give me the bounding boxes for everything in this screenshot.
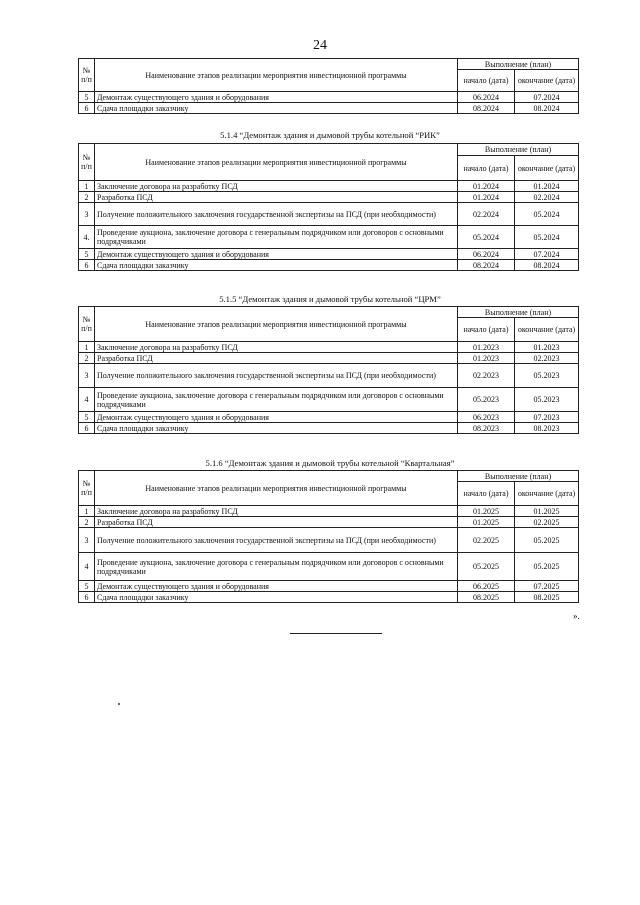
row-stage: Сдача площадки заказчику — [95, 592, 458, 603]
row-no: 5 — [79, 249, 95, 260]
row-end: 01.2024 — [515, 181, 579, 192]
header-start: начало (дата) — [458, 318, 515, 342]
row-end: 07.2024 — [515, 249, 579, 260]
row-start: 05.2023 — [458, 388, 515, 412]
row-end: 05.2023 — [515, 364, 579, 388]
row-start: 01.2023 — [458, 342, 515, 353]
row-stage: Разработка ПСД — [95, 517, 458, 528]
table-row — [79, 92, 579, 103]
row-end: 08.2024 — [515, 103, 579, 114]
end-rule — [290, 633, 382, 634]
table-row — [79, 592, 579, 603]
row-stage: Заключение договора на разработку ПСД — [95, 342, 458, 353]
row-no: 3 — [79, 203, 95, 226]
row-end: 05.2023 — [515, 388, 579, 412]
table-row — [79, 364, 579, 388]
row-start: 01.2023 — [458, 353, 515, 364]
row-no: 6 — [79, 423, 95, 434]
header-end: окончание (дата) — [515, 156, 579, 181]
header-execution: Выполнение (план) — [458, 144, 579, 156]
row-start: 08.2023 — [458, 423, 515, 434]
table-row — [79, 181, 579, 192]
row-stage: Демонтаж существующего здания и оборудования — [95, 92, 458, 103]
row-no: 4 — [79, 388, 95, 412]
row-no: 3 — [79, 528, 95, 553]
header-execution: Выполнение (план) — [458, 471, 579, 482]
row-no: 4. — [79, 226, 95, 249]
row-stage: Получение положительного заключения государственной экспертизы на ПСД (при необходимости) — [95, 528, 458, 553]
row-start: 06.2024 — [458, 249, 515, 260]
row-start: 01.2025 — [458, 506, 515, 517]
table-rik — [78, 143, 579, 271]
row-stage: Разработка ПСД — [95, 192, 458, 203]
row-stage: Проведение аукциона, заключение договора с генеральным подрядчиком или договоров с основными подрядчиками — [95, 226, 458, 249]
row-start: 01.2024 — [458, 181, 515, 192]
table-row — [79, 353, 579, 364]
row-stage: Заключение договора на разработку ПСД — [95, 506, 458, 517]
table-row — [79, 517, 579, 528]
table-row — [79, 581, 579, 592]
row-start: 08.2025 — [458, 592, 515, 603]
table-row — [79, 103, 579, 114]
header-end: окончание (дата) — [515, 70, 579, 92]
row-start: 06.2023 — [458, 412, 515, 423]
row-end: 02.2024 — [515, 192, 579, 203]
row-start: 02.2025 — [458, 528, 515, 553]
row-start: 08.2024 — [458, 103, 515, 114]
table-row — [79, 260, 579, 271]
row-no: 2 — [79, 517, 95, 528]
scan-speck — [118, 703, 120, 705]
closing-quote: ». — [573, 611, 580, 621]
table-crm — [78, 306, 579, 434]
table-row — [79, 506, 579, 517]
row-stage: Сдача площадки заказчику — [95, 260, 458, 271]
row-no: 2 — [79, 192, 95, 203]
table-row — [79, 423, 579, 434]
header-no: № п/п — [79, 144, 95, 181]
row-start: 02.2023 — [458, 364, 515, 388]
row-end: 05.2025 — [515, 553, 579, 581]
header-stage: Наименование этапов реализации мероприятия инвестиционной программы — [95, 144, 458, 181]
section-title-rik: 5.1.4 “Демонтаж здания и дымовой трубы котельной “РИК” — [220, 130, 440, 140]
table-row — [79, 553, 579, 581]
row-start: 01.2025 — [458, 517, 515, 528]
section-title-crm: 5.1.5 “Демонтаж здания и дымовой трубы котельной “ЦРМ” — [219, 294, 441, 304]
table-kvartalnaya — [78, 470, 579, 603]
table-row — [79, 528, 579, 553]
page-number: 24 — [313, 38, 327, 53]
header-start: начало (дата) — [458, 482, 515, 506]
row-no: 4 — [79, 553, 95, 581]
header-end: окончание (дата) — [515, 482, 579, 506]
row-stage: Получение положительного заключения государственной экспертизы на ПСД (при необходимости) — [95, 203, 458, 226]
row-start: 05.2025 — [458, 553, 515, 581]
row-stage: Сдача площадки заказчику — [95, 103, 458, 114]
header-stage: Наименование этапов реализации мероприятия инвестиционной программы — [95, 307, 458, 342]
table-row — [79, 203, 579, 226]
header-execution: Выполнение (план) — [458, 59, 579, 70]
row-stage: Заключение договора на разработку ПСД — [95, 181, 458, 192]
row-end: 08.2025 — [515, 592, 579, 603]
header-end: окончание (дата) — [515, 318, 579, 342]
row-stage: Получение положительного заключения государственной экспертизы на ПСД (при необходимости) — [95, 364, 458, 388]
row-end: 05.2024 — [515, 203, 579, 226]
row-stage: Сдача площадки заказчику — [95, 423, 458, 434]
row-start: 06.2024 — [458, 92, 515, 103]
row-no: 2 — [79, 353, 95, 364]
row-start: 02.2024 — [458, 203, 515, 226]
row-stage: Проведение аукциона, заключение договора с генеральным подрядчиком или договоров с основными подрядчиками — [95, 553, 458, 581]
row-stage: Демонтаж существующего здания и оборудования — [95, 581, 458, 592]
header-stage: Наименование этапов реализации мероприятия инвестиционной программы — [95, 59, 458, 92]
row-end: 02.2025 — [515, 517, 579, 528]
header-no: № п/п — [79, 471, 95, 506]
row-end: 07.2023 — [515, 412, 579, 423]
row-stage: Проведение аукциона, заключение договора с генеральным подрядчиком или договоров с основными подрядчиками — [95, 388, 458, 412]
row-end: 07.2025 — [515, 581, 579, 592]
row-start: 06.2025 — [458, 581, 515, 592]
table-row — [79, 226, 579, 249]
row-end: 01.2023 — [515, 342, 579, 353]
table-continuation — [78, 58, 579, 114]
row-no: 5 — [79, 412, 95, 423]
row-no: 1 — [79, 342, 95, 353]
header-stage: Наименование этапов реализации мероприятия инвестиционной программы — [95, 471, 458, 506]
header-start: начало (дата) — [458, 70, 515, 92]
row-end: 05.2024 — [515, 226, 579, 249]
row-stage: Демонтаж существующего здания и оборудования — [95, 249, 458, 260]
row-no: 6 — [79, 592, 95, 603]
table-row — [79, 249, 579, 260]
row-end: 08.2024 — [515, 260, 579, 271]
row-no: 6 — [79, 260, 95, 271]
row-start: 08.2024 — [458, 260, 515, 271]
row-no: 1 — [79, 506, 95, 517]
row-no: 6 — [79, 103, 95, 114]
header-start: начало (дата) — [458, 156, 515, 181]
row-start: 01.2024 — [458, 192, 515, 203]
table-row — [79, 412, 579, 423]
row-end: 07.2024 — [515, 92, 579, 103]
row-no: 5 — [79, 581, 95, 592]
row-no: 3 — [79, 364, 95, 388]
table-row — [79, 192, 579, 203]
header-no: № п/п — [79, 59, 95, 92]
row-start: 05.2024 — [458, 226, 515, 249]
row-end: 05.2025 — [515, 528, 579, 553]
row-no: 1 — [79, 181, 95, 192]
row-end: 01.2025 — [515, 506, 579, 517]
section-title-kvartalnaya: 5.1.6 “Демонтаж здания и дымовой трубы котельной “Квартальная” — [205, 458, 455, 468]
row-end: 02.2023 — [515, 353, 579, 364]
row-end: 08.2023 — [515, 423, 579, 434]
row-stage: Демонтаж существующего здания и оборудования — [95, 412, 458, 423]
header-no: № п/п — [79, 307, 95, 342]
row-no: 5 — [79, 92, 95, 103]
table-row — [79, 388, 579, 412]
row-stage: Разработка ПСД — [95, 353, 458, 364]
table-row — [79, 342, 579, 353]
header-execution: Выполнение (план) — [458, 307, 579, 318]
